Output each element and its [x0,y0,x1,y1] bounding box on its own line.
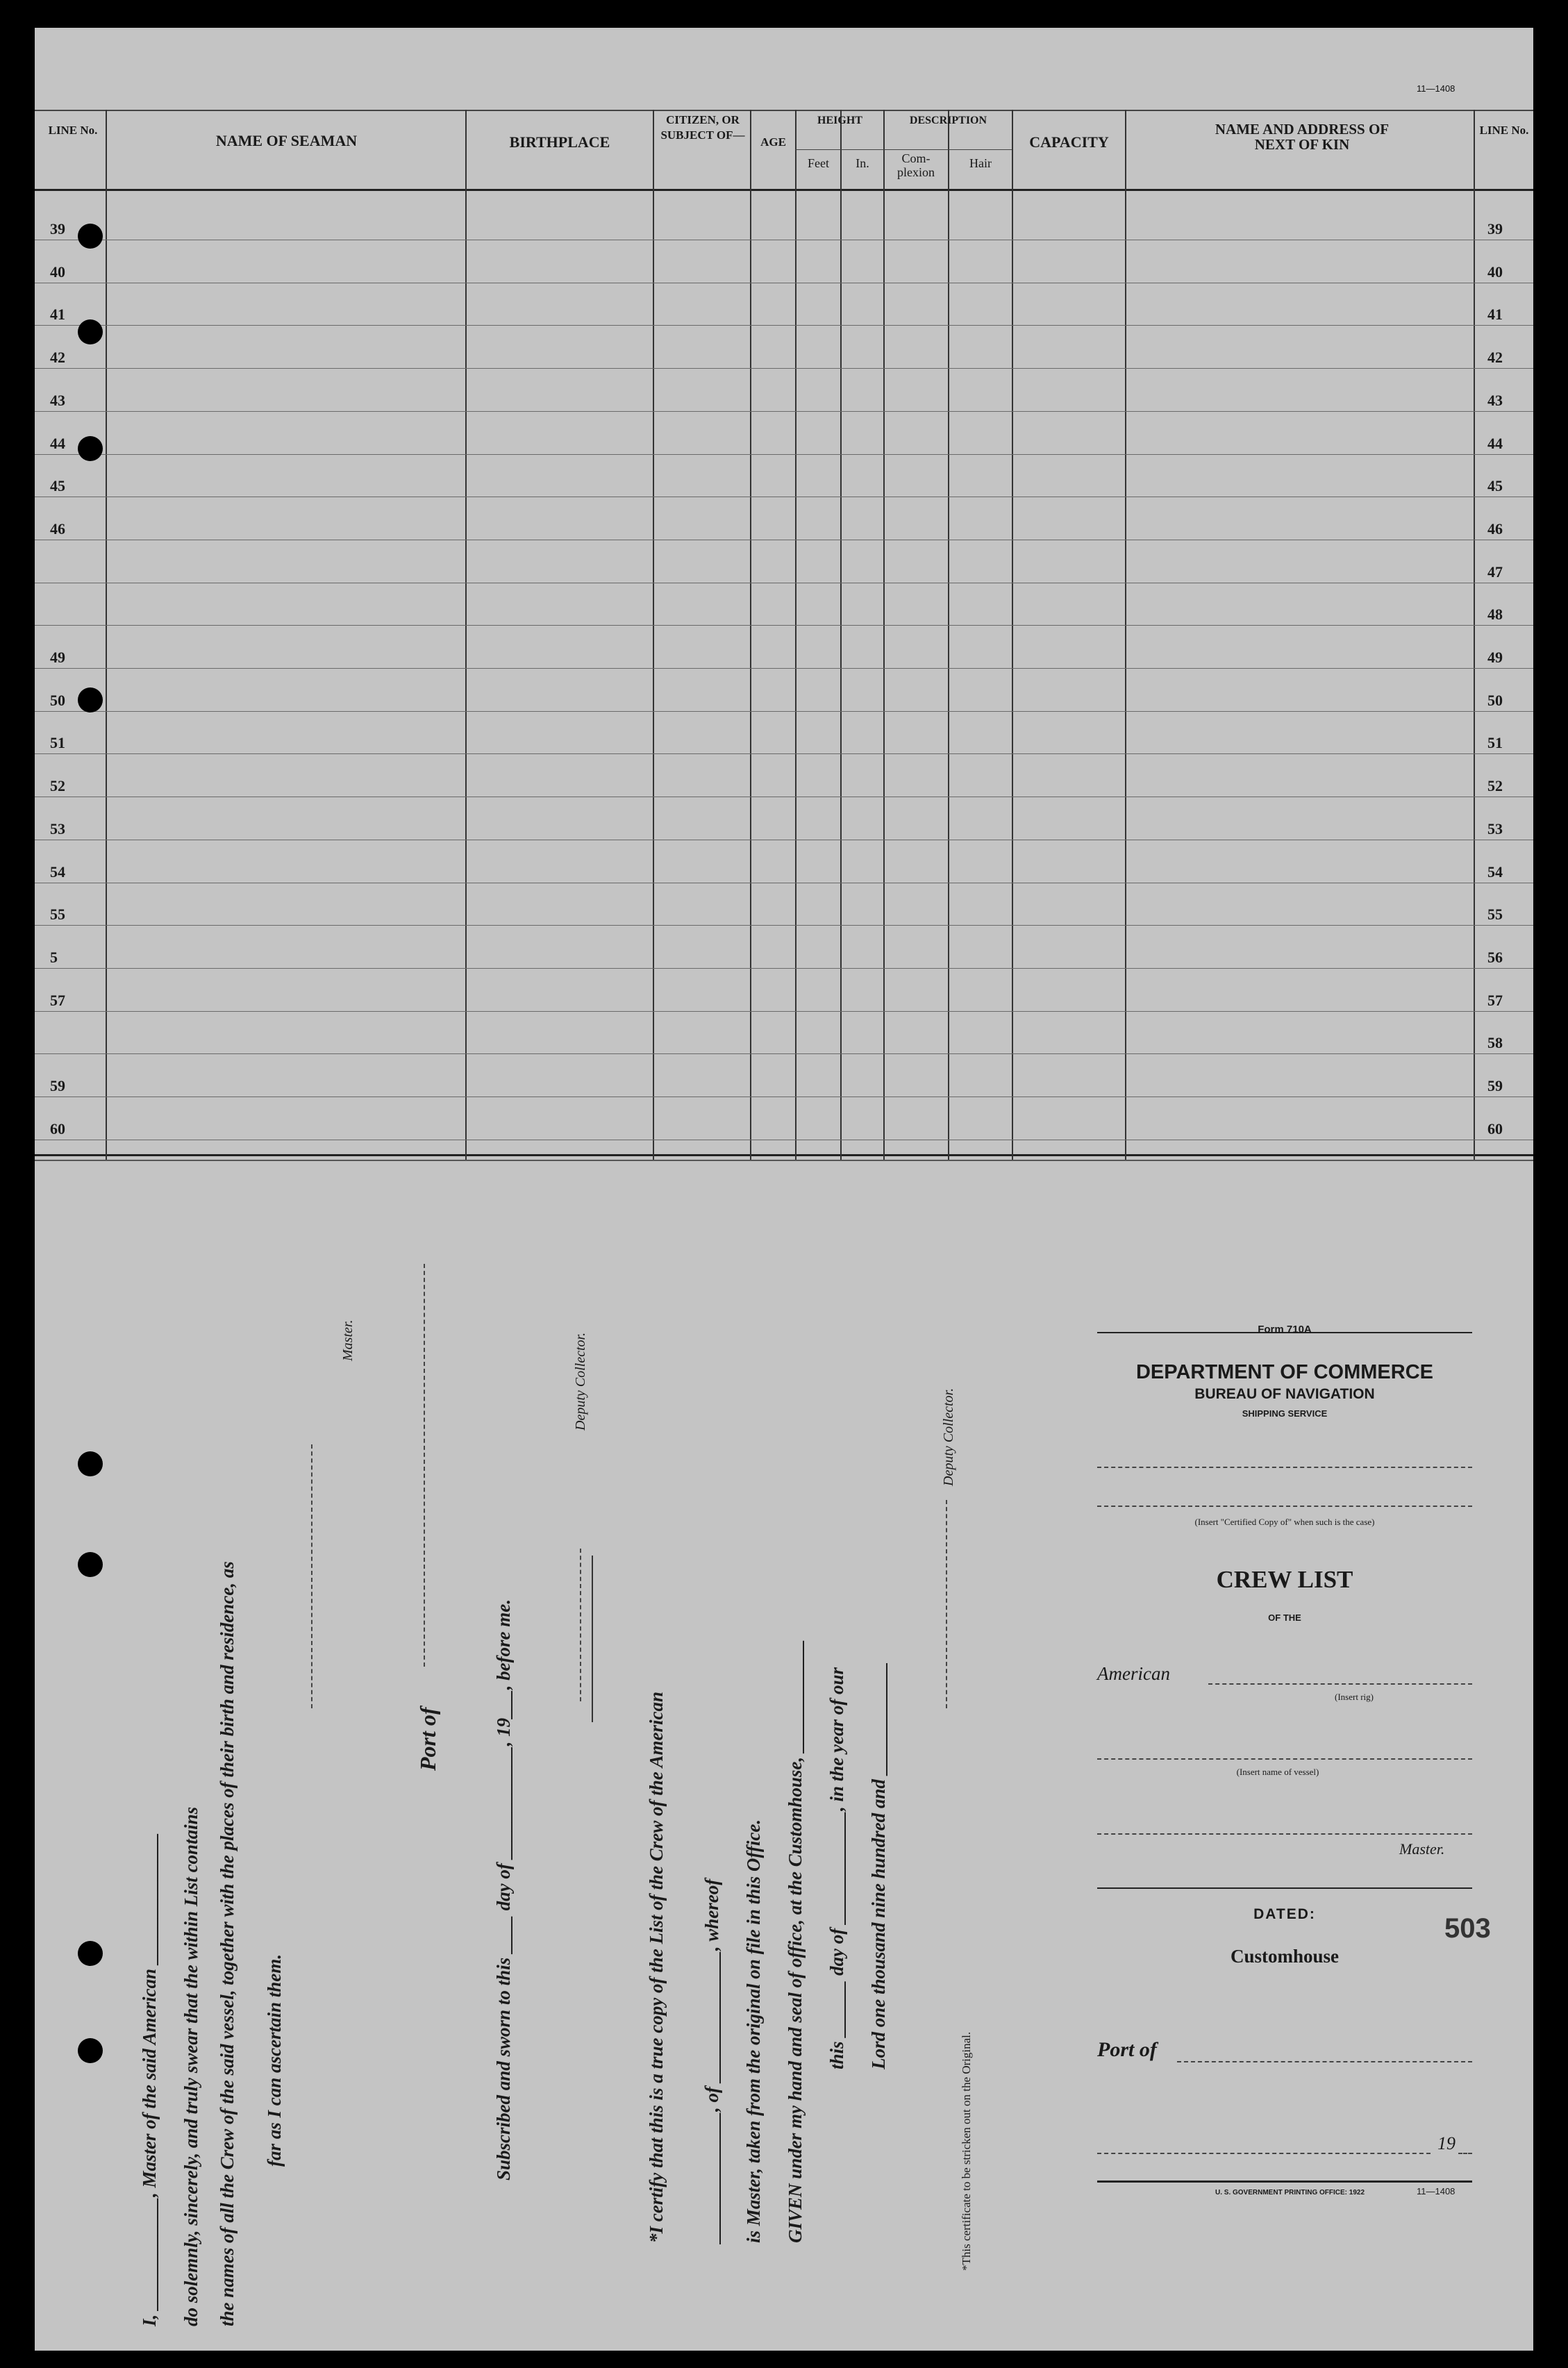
customhouse-label: Customhouse [1230,1946,1340,1967]
certified-copy-line-2 [1097,1506,1472,1507]
line-number-right: 54 [1487,862,1503,881]
oath-master-label: Master. [340,1319,356,1361]
table-row-rule [35,325,1533,326]
table-row-rule [35,368,1533,369]
form-port-of: Port of [1097,2038,1157,2061]
line-number-left: 60 [50,1119,65,1137]
header-line-no-left: LINE No. [48,124,98,137]
line-number-right: 43 [1487,391,1503,409]
certificate-deputy-line [946,1500,947,1708]
year-prefix: 19 [1437,2133,1456,2153]
header-feet: Feet [808,156,829,170]
punch-hole [78,1552,103,1577]
punch-hole [78,224,103,249]
crew-list-sheet [35,28,1533,2351]
header-citizen: CITIZEN, OR SUBJECT OF— [660,113,745,142]
divider-rule [592,1556,593,1722]
line-number-left: 57 [50,991,65,1009]
line-number-right: 47 [1487,562,1503,581]
header-capacity: CAPACITY [1029,133,1109,151]
american-label: American [1097,1663,1170,1684]
oath-line-2: do solemnly, sincerely, and truly swear that the within List contains [181,1806,201,2326]
line-number-left: 53 [50,819,65,837]
line-number-left: 42 [50,349,65,367]
line-number-right: 42 [1487,349,1503,367]
certificate-deputy-collector: Deputy Collector. [941,1387,956,1486]
line-number-right: 40 [1487,262,1503,281]
table-row-rule [35,411,1533,412]
line-number-left: 46 [50,519,65,537]
oath-line-4: far as I can ascertain them. [264,1953,285,2167]
line-number-right: 60 [1487,1119,1503,1137]
year-line [1458,2153,1472,2154]
punch-hole [78,2038,103,2063]
line-number-left: 52 [50,777,65,795]
table-row-rule [35,711,1533,712]
line-number-left: 44 [50,434,65,452]
oath-deputy-collector: Deputy Collector. [573,1332,588,1431]
insert-rig-note: (Insert rig) [1335,1692,1374,1702]
form-number: Form 710A [1258,1324,1312,1335]
line-number-left: 55 [50,906,65,924]
table-row-rule [35,454,1533,455]
rig-line [1208,1683,1472,1685]
line-number-right: 57 [1487,991,1503,1009]
service-title: SHIPPING SERVICE [1242,1408,1328,1419]
form-code-bottom: 11—1408 [1417,2186,1456,2196]
line-number-right: 59 [1487,1077,1503,1094]
master-signature-line [311,1444,312,1708]
insert-certified-note: (Insert "Certified Copy of" when such is the case) [1194,1517,1375,1527]
line-number-right: 49 [1487,649,1503,666]
header-line-no-right: LINE No. [1479,124,1529,137]
margin-stamp: 503 [1444,1913,1491,1944]
line-number-right: 41 [1487,306,1503,324]
line-number-right: 58 [1487,1034,1503,1052]
table-row-rule [35,753,1533,754]
bureau-title: BUREAU OF NAVIGATION [1194,1386,1375,1402]
form-port-line [1177,2061,1472,2062]
table-row-rule [35,1053,1533,1054]
crew-table [35,28,1533,1194]
certificate-footnote: *This certificate to be stricken out on the Original. [960,2031,973,2271]
oath-line-1: I, ____________, Master of the said American ______________ [139,1833,160,2326]
insert-vessel-note: (Insert name of vessel) [1236,1767,1319,1777]
line-number-right: 51 [1487,734,1503,752]
certificate-line-4: GIVEN under my hand and seal of office, at the Customhouse, ____________ [785,1640,806,2243]
line-number-right: 56 [1487,948,1503,966]
line-number-left: 5 [50,948,58,966]
line-number-left: 50 [50,691,65,709]
printer-imprint: U. S. GOVERNMENT PRINTING OFFICE: 1922 [1215,2189,1365,2196]
certificate-line-2: ______________, of ______________, whereof [701,1878,722,2243]
header-birthplace: BIRTHPLACE [509,133,610,151]
header-age: AGE [760,135,786,149]
line-number-left: 41 [50,306,65,324]
port-line [424,1264,425,1667]
department-title: DEPARTMENT OF COMMERCE [1135,1361,1433,1383]
line-number-left: 39 [50,220,65,237]
punch-hole [78,687,103,712]
certificate-line-1: *I certify that this is a true copy of the List of the Crew of the American [646,1692,667,2243]
table-row-rule [35,625,1533,626]
punch-hole [78,319,103,344]
punch-hole [78,436,103,461]
line-number-right: 50 [1487,691,1503,709]
line-number-right: 53 [1487,819,1503,837]
header-hair: Hair [969,156,992,170]
table-row-rule [35,968,1533,969]
oath-deputy-line [580,1549,581,1701]
line-number-left: 49 [50,649,65,666]
header-complexion: Com- plexion [897,151,935,179]
table-row-rule [35,925,1533,926]
line-number-left: 54 [50,862,65,881]
line-number-right: 45 [1487,477,1503,495]
certificate-line-6: Lord one thousand nine hundred and ____________ [868,1662,889,2069]
header-inches: In. [856,156,869,170]
line-number-left: 40 [50,262,65,281]
line-number-left: 59 [50,1077,65,1094]
line-number-right: 48 [1487,606,1503,624]
table-row-rule [35,668,1533,669]
certificate-line-3: is Master, taken from the original on file in this Office. [743,1819,764,2243]
date-line [1097,2153,1431,2154]
form-code-top: 11—1408 [1417,83,1456,94]
form-master-label: Master. [1399,1840,1445,1858]
punch-hole [78,1451,103,1476]
oath-line-3: the names of all the Crew of the said vessel, together with the places of their birth and residence, as [217,1561,237,2326]
of-the-label: OF THE [1268,1612,1301,1623]
header-next-of-kin: NAME AND ADDRESS OF NEXT OF KIN [1215,121,1390,153]
vessel-line [1097,1758,1472,1760]
line-number-left: 45 [50,477,65,495]
line-number-left: 51 [50,734,65,752]
header-height: HEIGHT [817,115,862,126]
table-row-rule [35,1011,1533,1012]
line-number-right: 44 [1487,434,1503,452]
header-name-of-seaman: NAME OF SEAMAN [215,132,358,149]
line-number-right: 52 [1487,777,1503,795]
dated-label: DATED: [1253,1906,1316,1922]
line-number-left: 43 [50,391,65,409]
oath-port-of: Port of [415,1707,440,1771]
crew-list-title: CREW LIST [1216,1566,1353,1593]
oath-subscribed: Subscribed and sworn to this ____ day of ____________, 19___, before me. [493,1599,514,2181]
line-number-right: 46 [1487,519,1503,537]
certified-copy-line [1097,1467,1472,1468]
master-line [1097,1833,1472,1835]
line-number-right: 39 [1487,220,1503,237]
punch-hole [78,1941,103,1966]
header-description: DESCRIPTION [909,115,987,126]
line-number-right: 55 [1487,906,1503,924]
certificate-line-5: this ______ day of ____________, in the year of our [826,1667,847,2069]
